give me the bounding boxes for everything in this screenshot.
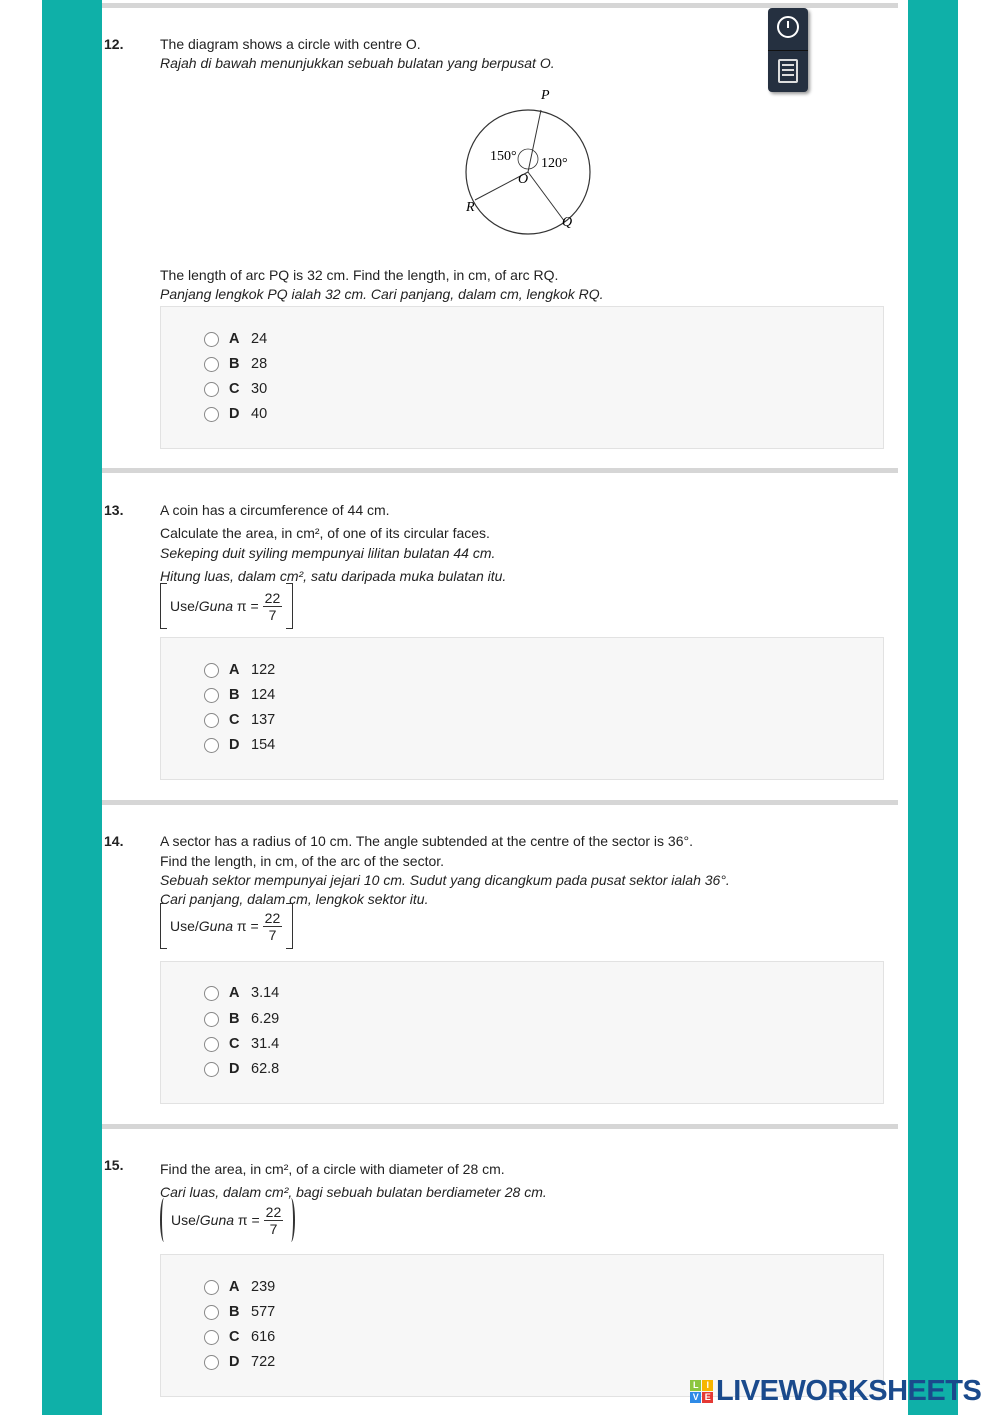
live-badge-icon — [690, 1380, 713, 1403]
option-d[interactable] — [204, 736, 275, 754]
question-text: Calculate the area, in cm², of one of its circular faces. — [160, 525, 490, 541]
option-value: 122 — [251, 662, 276, 678]
formula-prefix: Use/ — [171, 1212, 200, 1228]
radio-button[interactable] — [204, 382, 219, 397]
option-value: 137 — [251, 712, 276, 728]
badge-letter: E — [702, 1392, 713, 1403]
formula-prefix-italic: Guna — [198, 598, 234, 614]
option-a[interactable] — [204, 984, 279, 1002]
question-text: Cari panjang, dalam cm, lengkok sektor itu. — [160, 891, 429, 907]
option-letter: A — [229, 331, 240, 347]
option-letter: C — [229, 712, 240, 728]
question-text: Sebuah sektor mempunyai jejari 10 cm. Sudut yang dicangkum pada pusat sektor ialah 36°. — [160, 872, 730, 888]
option-value: 616 — [251, 1329, 276, 1345]
radio-button[interactable] — [204, 713, 219, 728]
option-letter: C — [229, 381, 240, 397]
question-number: 15. — [104, 1157, 124, 1173]
question-text: Panjang lengkok PQ ialah 32 cm. Cari panjang, dalam cm, lengkok RQ. — [160, 286, 604, 302]
divider — [102, 800, 898, 805]
option-value: 722 — [251, 1354, 276, 1370]
radio-button[interactable] — [204, 1037, 219, 1052]
question-text: Hitung luas, dalam cm², satu daripada muka bulatan itu. — [160, 568, 507, 584]
question-text: A sector has a radius of 10 cm. The angle subtended at the centre of the sector is 36°. — [160, 833, 693, 849]
option-a[interactable] — [204, 330, 267, 348]
question-text: Rajah di bawah menunjukkan sebuah bulatan yang berpusat O. — [160, 55, 555, 71]
option-value: 40 — [251, 406, 268, 422]
diagram-label: 120° — [541, 156, 568, 171]
option-b[interactable] — [204, 686, 275, 704]
numerator: 22 — [264, 909, 281, 926]
close-bracket — [286, 903, 293, 949]
divider — [102, 1124, 898, 1129]
question-text: The length of arc PQ is 32 cm. Find the length, in cm, of arc RQ. — [160, 267, 559, 283]
diagram-label: R — [466, 200, 475, 215]
radio-button[interactable] — [204, 663, 219, 678]
option-b[interactable] — [204, 1303, 275, 1321]
radio-button[interactable] — [204, 738, 219, 753]
diagram-label: O — [518, 172, 529, 187]
radio-button[interactable] — [204, 1280, 219, 1295]
pi-formula — [160, 903, 293, 949]
question-number: 13. — [104, 502, 124, 518]
option-letter: D — [229, 406, 240, 422]
radio-button[interactable] — [204, 1062, 219, 1077]
numerator: 22 — [264, 589, 281, 606]
option-a[interactable] — [204, 1278, 275, 1296]
badge-letter: L — [690, 1380, 701, 1391]
option-letter: B — [229, 1011, 240, 1027]
question-text: A coin has a circumference of 44 cm. — [160, 502, 390, 518]
option-letter: C — [229, 1329, 240, 1345]
denominator: 7 — [268, 606, 277, 623]
option-value: 6.29 — [251, 1011, 280, 1027]
formula-prefix: Use/ — [170, 918, 199, 934]
diagram-label: P — [541, 88, 550, 103]
divider — [102, 468, 898, 473]
numerator: 22 — [265, 1203, 282, 1220]
options-box — [160, 961, 884, 1104]
option-letter: A — [229, 985, 240, 1001]
options-box — [160, 306, 884, 449]
question-text: Sekeping duit syiling mempunyai lilitan bulatan 44 cm. — [160, 545, 496, 561]
radio-button[interactable] — [204, 1012, 219, 1027]
formula-pi: π = — [233, 918, 259, 934]
option-c[interactable] — [204, 380, 267, 398]
logo-text: LIVEWORKSHEETS — [716, 1375, 982, 1407]
left-teal-border — [42, 0, 102, 1415]
fraction — [263, 590, 283, 623]
option-value: 28 — [251, 356, 268, 372]
diagram-label: Q — [562, 215, 573, 230]
badge-letter: V — [690, 1392, 701, 1403]
formula-pi: π = — [233, 598, 259, 614]
close-bracket — [286, 583, 293, 629]
option-d[interactable] — [204, 1353, 275, 1371]
radio-button[interactable] — [204, 332, 219, 347]
option-a[interactable] — [204, 661, 275, 679]
question-text: The diagram shows a circle with centre O. — [160, 36, 421, 52]
pi-formula — [160, 1197, 295, 1243]
option-letter: D — [229, 737, 240, 753]
denominator: 7 — [269, 1220, 278, 1237]
option-value: 154 — [251, 737, 276, 753]
question-number: 14. — [104, 833, 124, 849]
options-box — [160, 637, 884, 780]
circle-diagram — [458, 85, 598, 235]
option-value: 239 — [251, 1279, 276, 1295]
option-c[interactable] — [204, 711, 275, 729]
option-d[interactable] — [204, 405, 267, 423]
formula-prefix-italic: Guna — [198, 918, 234, 934]
radio-button[interactable] — [204, 986, 219, 1001]
option-value: 62.8 — [251, 1061, 280, 1077]
option-value: 124 — [251, 687, 276, 703]
option-value: 30 — [251, 381, 268, 397]
timer-icon[interactable] — [777, 16, 799, 38]
open-bracket — [160, 903, 167, 949]
diagram-label: 150° — [490, 149, 517, 164]
option-b[interactable] — [204, 355, 267, 373]
option-letter: B — [229, 687, 240, 703]
radio-button[interactable] — [204, 407, 219, 422]
option-letter: D — [229, 1061, 240, 1077]
option-letter: B — [229, 356, 240, 372]
option-letter: D — [229, 1354, 240, 1370]
right-teal-border — [908, 0, 958, 1415]
question-text: Find the area, in cm², of a circle with diameter of 28 cm. — [160, 1161, 505, 1177]
radio-button[interactable] — [204, 688, 219, 703]
question-text: Cari luas, dalam cm², bagi sebuah bulatan berdiameter 28 cm. — [160, 1184, 547, 1200]
option-value: 24 — [251, 331, 268, 347]
option-letter: B — [229, 1304, 240, 1320]
option-value: 577 — [251, 1304, 276, 1320]
denominator: 7 — [268, 926, 277, 943]
formula-prefix: Use/ — [170, 598, 199, 614]
option-value: 3.14 — [251, 985, 280, 1001]
radio-button[interactable] — [204, 1355, 219, 1370]
badge-letter: I — [702, 1380, 713, 1391]
open-bracket — [160, 583, 167, 629]
submit-check-icon[interactable] — [778, 59, 798, 83]
formula-pi: π = — [234, 1212, 260, 1228]
option-letter: C — [229, 1036, 240, 1052]
radio-button[interactable] — [204, 357, 219, 372]
fraction — [264, 1204, 284, 1237]
option-b[interactable] — [204, 1010, 279, 1028]
option-letter: A — [229, 1279, 240, 1295]
toolbar — [768, 8, 808, 92]
option-c[interactable] — [204, 1035, 279, 1053]
option-c[interactable] — [204, 1328, 275, 1346]
question-text: Find the length, in cm, of the arc of the sector. — [160, 853, 445, 869]
close-bracket — [287, 1198, 295, 1242]
pi-formula — [160, 583, 293, 629]
option-d[interactable] — [204, 1060, 279, 1078]
question-number: 12. — [104, 36, 124, 52]
formula-prefix-italic: Guna — [199, 1212, 235, 1228]
open-bracket — [160, 1198, 168, 1242]
option-value: 31.4 — [251, 1036, 280, 1052]
radio-button[interactable] — [204, 1305, 219, 1320]
liveworksheets-logo — [690, 1375, 981, 1408]
option-letter: A — [229, 662, 240, 678]
fraction — [263, 910, 283, 943]
radio-button[interactable] — [204, 1330, 219, 1345]
